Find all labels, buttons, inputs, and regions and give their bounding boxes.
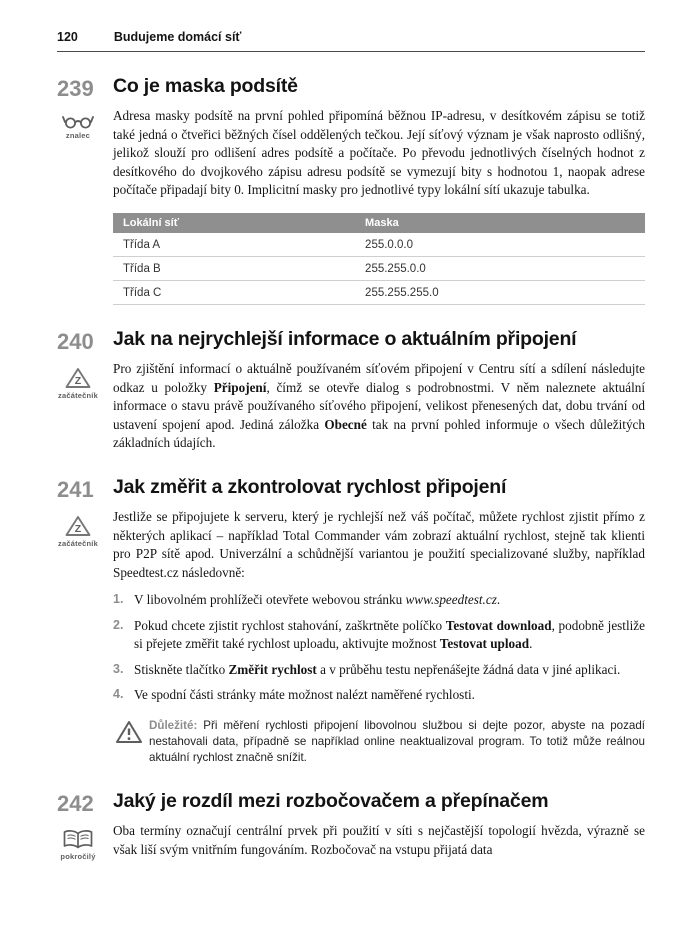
list-item-number: 1. bbox=[113, 592, 124, 607]
page-header bbox=[57, 30, 645, 52]
text-run: . bbox=[529, 636, 533, 652]
section-title: Jak na nejrychlejší informace o aktuálním připojení bbox=[113, 327, 577, 350]
page-number: 120 bbox=[57, 30, 78, 44]
table-cell: 255.255.255.0 bbox=[355, 280, 645, 304]
beginner-triangle-icon bbox=[55, 367, 101, 389]
table-cell: Třída C bbox=[113, 280, 355, 304]
paragraph bbox=[113, 360, 645, 452]
important-note bbox=[113, 718, 645, 767]
section-241-margin bbox=[57, 477, 113, 767]
skill-badge bbox=[55, 829, 101, 861]
glasses-icon bbox=[55, 114, 101, 129]
list-item-text: Ve spodní části stránky máte možnost nalézt naměřené rychlosti. bbox=[134, 687, 475, 703]
section-242-margin bbox=[57, 791, 113, 861]
table-row bbox=[113, 280, 645, 304]
svg-text:Z: Z bbox=[74, 375, 82, 388]
paragraph: Oba termíny označují centrální prvek při použití v síti s nejčastější topologií hvězda, výrazně se však liší svým vnitřním fungováním. Rozbočovač na vstupu přijatá data bbox=[113, 823, 645, 857]
table-row bbox=[113, 256, 645, 280]
list-item-text bbox=[134, 617, 645, 654]
bold-term: Testovat upload bbox=[439, 636, 530, 652]
section-240-margin bbox=[57, 329, 113, 453]
section-title: Co je maska podsítě bbox=[113, 75, 298, 97]
note-label: Důležité: bbox=[149, 718, 198, 732]
paragraph: Adresa masky podsítě na první pohled připomíná běžnou IP-adresu, v desítkovém zápisu se totiž také jedná o čtveřici běžných čísel oddělených tečkou. Její síťový význam je však naprosto odlišný, jelikož slouží pro odlišení adres podsítě a počítače. Po převodu jednotlivých číselných hodnot z desítkového do dvojkového zápisu adresu podsítě se vymezují bity s hodnotou 1, naopak adrese počítače připadají bity 0. Implicitní masky pro jednotlivé typy lokální sítí ukazuje tabulka. bbox=[113, 108, 645, 198]
section-242-content bbox=[113, 791, 645, 861]
section-239 bbox=[57, 76, 645, 305]
skill-badge bbox=[55, 367, 101, 400]
text-run: Pokud chcete zjistit rychlost stahování, zaškrtněte políčko bbox=[134, 617, 446, 633]
text-run: tak na první pohled informuje o všech důležitých základních údajích. bbox=[113, 416, 645, 451]
badge-label: začátečník bbox=[58, 390, 98, 400]
text-run: , podobně jestliže si přejete změřit také rychlost uploadu, aktivujte možnost bbox=[134, 617, 645, 652]
text-run: . bbox=[496, 592, 501, 608]
section-number: 240 bbox=[57, 328, 94, 354]
bold-term: Obecné bbox=[324, 416, 367, 432]
section-title: Jak změřit a zkontrolovat rychlost připojení bbox=[113, 475, 507, 498]
note-text bbox=[149, 718, 645, 767]
text-run: , čímž se otevře dialog s podrobnostmi. V něm naleznete aktuální informace o stavu právě používaného síťového připojení, velikost přenesených dat, dobu trvání od ustavení spojení apod. Jediná záložka bbox=[113, 379, 645, 432]
badge-label: znalec bbox=[65, 131, 91, 140]
list-item bbox=[113, 686, 645, 704]
text-run: Stiskněte tlačítko bbox=[134, 661, 229, 677]
section-239-margin bbox=[57, 76, 113, 305]
section-241 bbox=[57, 477, 645, 767]
bold-term: Testovat download bbox=[445, 617, 552, 633]
text-run: Při měření rychlosti připojení libovolnou službou si dejte pozor, abyste na pozadí nestahovali data, případně se například online neaktualizoval program. To totiž může reálnou aktuální rychlost značně snížit. bbox=[149, 718, 645, 765]
table-cell: 255.0.0.0 bbox=[355, 233, 645, 257]
section-number: 239 bbox=[57, 76, 94, 101]
url-text: www.speedtest.cz bbox=[405, 592, 497, 608]
section-240-content bbox=[113, 329, 645, 453]
table-cell: Třída A bbox=[113, 233, 355, 257]
section-number: 241 bbox=[57, 476, 94, 502]
table-cell: 255.255.0.0 bbox=[355, 256, 645, 280]
table-cell: Třída B bbox=[113, 256, 355, 280]
svg-text:Z: Z bbox=[74, 522, 82, 535]
warning-icon bbox=[113, 718, 149, 767]
section-239-content bbox=[113, 76, 645, 305]
section-241-content bbox=[113, 477, 645, 767]
list-item-text bbox=[134, 661, 645, 679]
badge-label: začátečník bbox=[58, 538, 98, 548]
text-run: Pro zjištění informací o aktuálně používaném síťovém připojení v Centru sítí a sdílení následujte odkaz u položky bbox=[113, 361, 645, 395]
subnet-mask-table bbox=[113, 213, 645, 305]
list-item bbox=[113, 591, 645, 609]
list-item bbox=[113, 661, 645, 679]
badge-label: pokročilý bbox=[60, 851, 96, 861]
skill-badge bbox=[55, 515, 101, 548]
table-row bbox=[113, 233, 645, 257]
section-242 bbox=[57, 791, 645, 861]
paragraph: Jestliže se připojujete k serveru, který je rychlejší než váš počítač, můžete rychlost zjistit přímo z některých aplikací – například Total Commander vám zobrazí aktuální rychlost, stejně tak klienti pro P2P sítě apod. Univerzální a schůdnější variantou je použití specializované služby, například Speedtest.cz následovně: bbox=[113, 509, 645, 580]
open-book-icon bbox=[55, 829, 101, 850]
numbered-list bbox=[113, 591, 645, 704]
list-item-number: 3. bbox=[113, 661, 124, 676]
bold-term: Připojení bbox=[213, 379, 267, 395]
list-item-text bbox=[134, 591, 645, 609]
text-run: V libovolném prohlížeči otevřete webovou stránku bbox=[134, 592, 406, 608]
list-item-number: 2. bbox=[113, 617, 124, 632]
table-header-cell: Maska bbox=[355, 213, 645, 233]
table-header-row bbox=[113, 213, 645, 233]
text-run: a v průběhu testu nepřenášejte žádná data v jiné aplikaci. bbox=[316, 661, 621, 677]
list-item-number: 4. bbox=[113, 687, 124, 702]
skill-badge bbox=[55, 114, 101, 140]
bold-term: Změřit rychlost bbox=[228, 661, 317, 677]
section-number: 242 bbox=[57, 790, 94, 816]
book-title: Budujeme domácí síť bbox=[113, 30, 242, 44]
section-title: Jaký je rozdíl mezi rozbočovačem a přepínačem bbox=[113, 789, 549, 812]
list-item bbox=[113, 617, 645, 654]
table-header-cell: Lokální síť bbox=[113, 213, 355, 233]
section-240 bbox=[57, 329, 645, 453]
beginner-triangle-icon bbox=[55, 515, 101, 537]
